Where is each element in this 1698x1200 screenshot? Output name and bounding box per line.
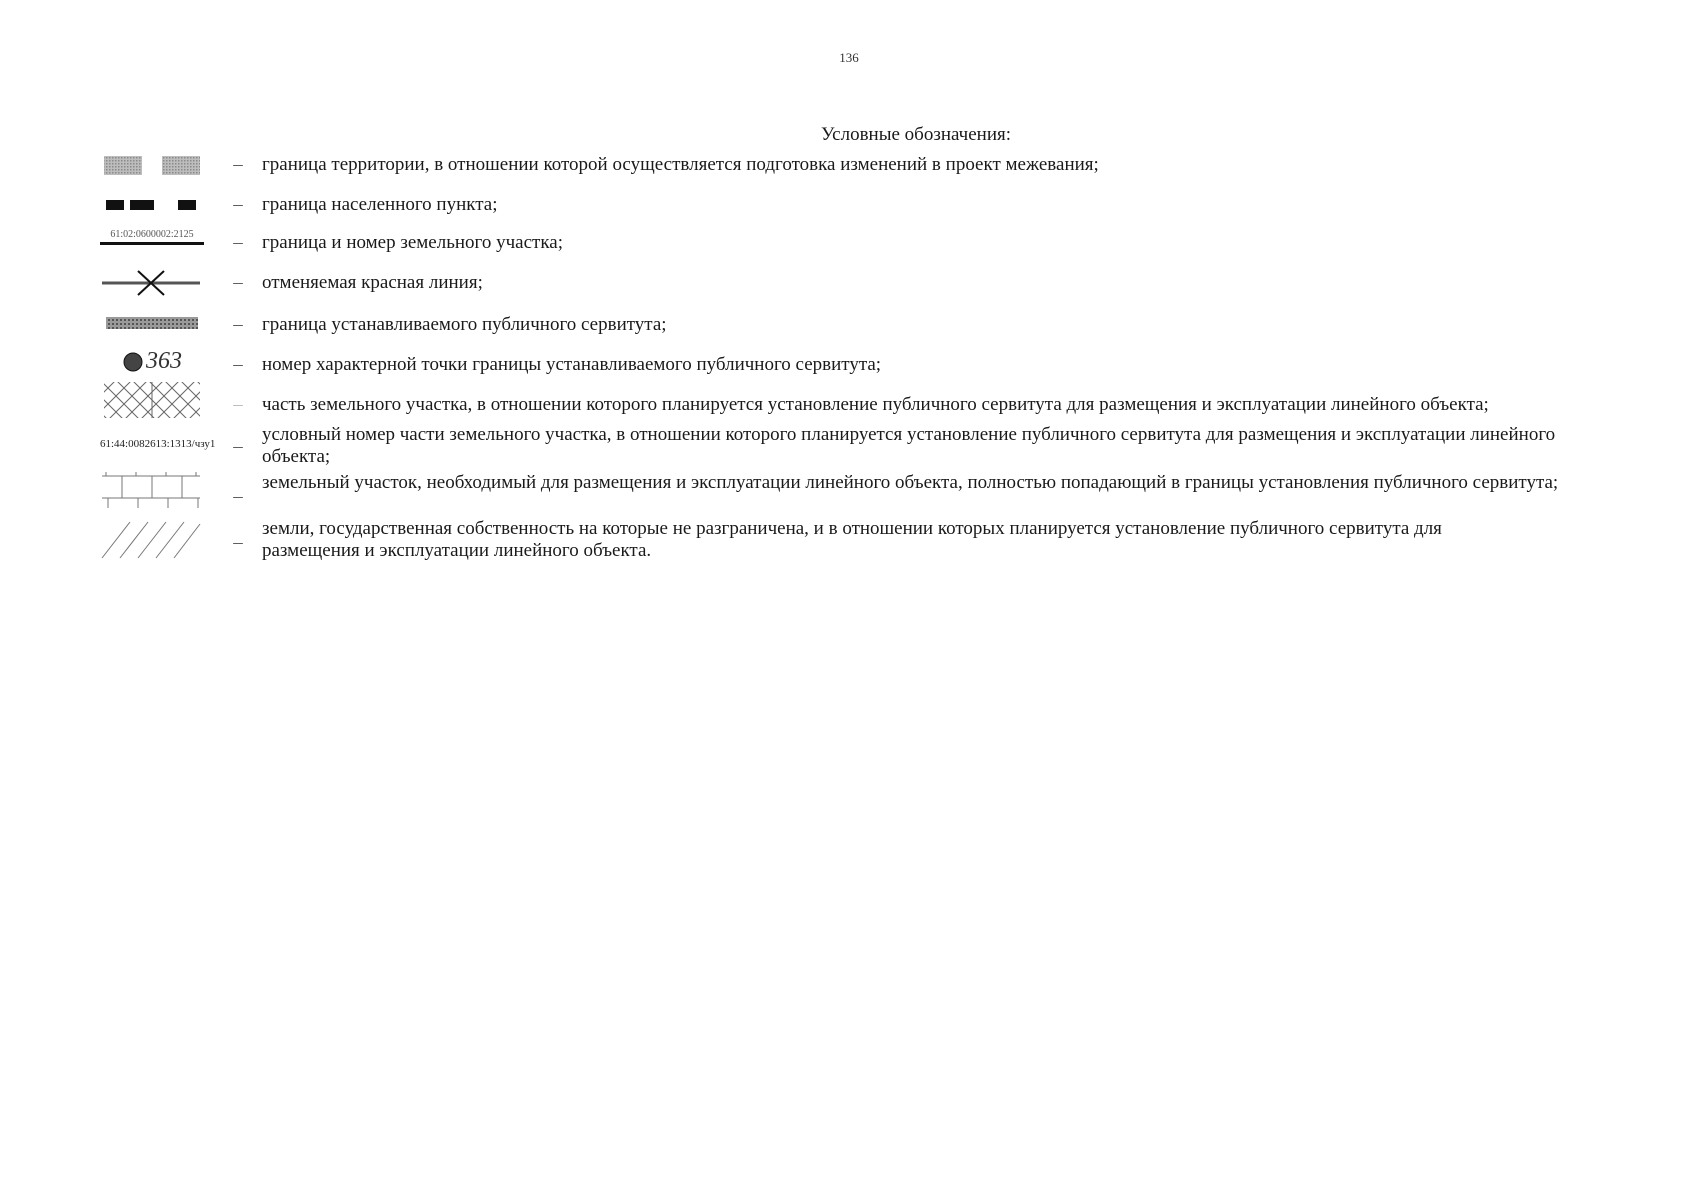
legend-item-text: часть земельного участка, в отношении которого планируется установление публичного сервитута для размещения и эксплуатации линейного объекта; [262,394,1489,415]
legend-dash: – [233,314,243,335]
legend-item-text: граница территории, в отношении которой осуществляется подготовка изменений в проект межевания; [262,154,1099,175]
part-number-label: 61:44:0082613:1313/чзу1 [100,438,216,450]
diagonal-hatch-icon [100,518,210,560]
brick-pattern-icon [100,470,210,512]
cancelled-red-line-icon [100,268,210,298]
legend-item-text: граница и номер земельного участка; [262,232,564,253]
legend-dash: – [233,532,243,553]
legend-dash: – [233,394,243,415]
servitude-boundary-icon [100,315,210,331]
point-number-icon [122,348,232,375]
legend-item-text: номер характерной точки границы устанавливаемого публичного сервитута; [262,354,882,375]
page-number: 136 [839,50,859,65]
legend-dash: – [233,436,243,457]
legend-dash: – [233,486,243,507]
legend-item-text: земли, государственная собственность на которые не разграничена, и в отношении которых планируется установление публичного сервитута для размещения и эксплуатации линейного объекта. [262,518,1442,561]
part-number-icon [100,438,220,450]
parcel-number-label: 61:02:0600002:2125 [110,229,194,240]
legend-title: Условные обозначения: [820,124,1012,145]
parcel-boundary-icon [100,229,210,248]
legend-item-text: условный номер части земельного участка, в отношении которого планируется установление публичного сервитута для размещения и эксплуатации линейного объекта; [262,424,1556,467]
legend-item-text: граница населенного пункта; [262,194,498,215]
legend-item-text: земельный участок, необходимый для размещения и эксплуатации линейного объекта, полностью попадающий в границы установления публичного сервитута; [262,472,1559,493]
hatched-boundary-icon [100,154,210,176]
crosshatch-icon [100,380,210,420]
legend-dash: – [233,354,243,375]
legend-dash: – [233,154,243,175]
point-number-label: 363 [146,348,182,374]
legend-item-text: отменяемая красная линия; [262,272,483,293]
legend-dash: – [233,272,243,293]
legend-dash: – [233,194,243,215]
settlement-boundary-icon [100,194,210,216]
legend-item-text: граница устанавливаемого публичного сервитута; [262,314,667,335]
legend-dash: – [233,232,243,253]
